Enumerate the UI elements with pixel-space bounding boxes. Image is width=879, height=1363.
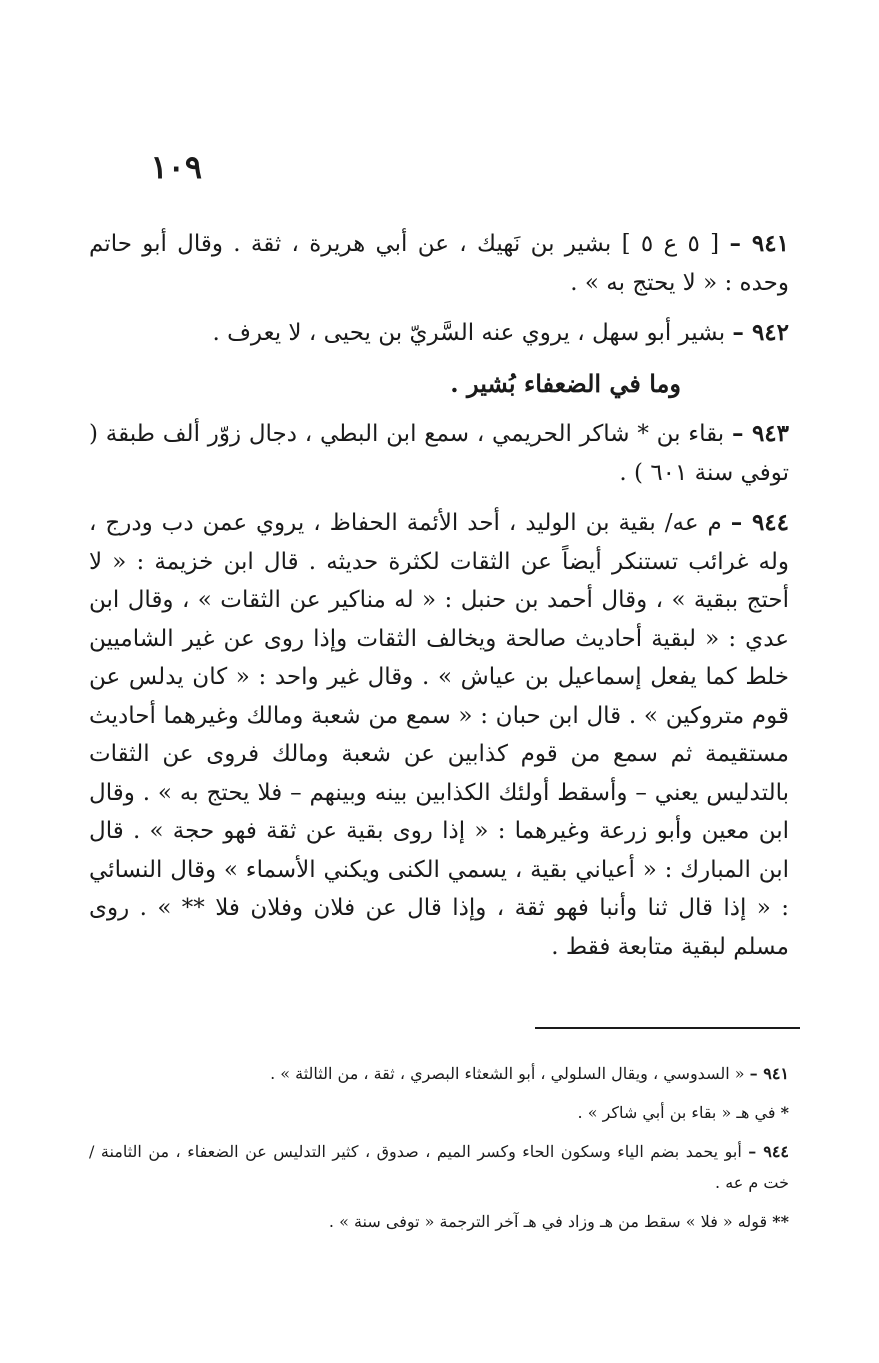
footnote-text: « السدوسي ، ويقال السلولي ، أبو الشعثاء البصري ، ثقة ، من الثالثة » . xyxy=(270,1064,745,1083)
entry-number: ٩٤٢ – xyxy=(732,319,789,346)
footnote-944 xyxy=(89,1136,789,1198)
footnote-number: ٩٤٤ – xyxy=(748,1142,790,1161)
entry-944 xyxy=(89,504,789,966)
section-heading: وما في الضعفاء بُشير . xyxy=(450,368,681,398)
footnote-number: ** xyxy=(772,1212,789,1231)
entry-942 xyxy=(89,314,789,353)
footnote-star xyxy=(89,1097,789,1128)
entry-text: [ ٥ ع ٥ ] بشير بن نَهيك ، عن أبي هريرة ، ثقة . وقال أبو حاتم وحده : « لا يحتج به » . xyxy=(89,231,789,296)
entry-number: ٩٤٤ – xyxy=(730,509,789,536)
footnote-number: * xyxy=(780,1103,789,1122)
entry-text: بشير أبو سهل ، يروي عنه السَّريّ بن يحيى ، لا يعرف . xyxy=(212,320,726,346)
footnote-text: أبو يحمد بضم الياء وسكون الحاء وكسر الميم ، صدوق ، كثير التدليس عن الضعفاء ، من الثامنة / خت م عه . xyxy=(89,1142,789,1192)
entry-number: ٩٤٣ – xyxy=(731,420,790,447)
page-number: ١٠٩ xyxy=(150,148,202,186)
footnote-number: ٩٤١ – xyxy=(749,1064,789,1083)
entry-text: بقاء بن * شاكر الحريمي ، سمع ابن البطي ، دجال زوّر ألف طبقة ( توفي سنة ٦٠١ ) . xyxy=(89,421,789,486)
footnote-double-star xyxy=(89,1206,789,1237)
footnotes xyxy=(89,1058,789,1245)
main-text xyxy=(89,225,789,978)
entry-943 xyxy=(89,415,789,492)
entry-text: م عه/ بقية بن الوليد ، أحد الأئمة الحفاظ ، يروي عمن دب ودرج ، وله غرائب تستنكر أيضاً عن الثقات لكثرة حديثه . قال ابن خزيمة : « لا أحتج ببقية » ، وقال أحمد بن حنبل : « له مناكير عن الثقات » ، وقال ابن عدي : « لبقية أحاديث صالحة ويخالف الثقات وإذا روى عن غير الشاميين خلط كما يفعل إسماعيل بن عياش » . وقال غير واحد : « كان يدلس عن قوم متروكين » . قال ابن حبان : « سمع من شعبة ومالك وغيرهما أحاديث مستقيمة ثم سمع من قوم كذابين عن شعبة ومالك فروى عن الثقات بالتدليس يعني – وأسقط أولئك الكذابين بينه وبينهم – فلا يحتج به » . وقال ابن معين وأبو زرعة وغيرهما : « إذا روى بقية عن ثقة فهو حجة » . قال ابن المبارك : « أعياني بقية ، يسمي الكنى ويكني الأسماء » وقال النسائي : « إذا قال ثنا وأنبا فهو ثقة ، وإذا قال عن فلان وفلان فلا ** » . روى مسلم لبقية متابعة فقط . xyxy=(89,510,789,960)
entry-941 xyxy=(89,225,789,302)
footnote-text: في هـ « بقاء بن أبي شاكر » . xyxy=(577,1103,776,1122)
footnote-divider xyxy=(535,1027,800,1029)
footnote-941 xyxy=(89,1058,789,1089)
footnote-text: قوله « فلا » سقط من هـ وزاد في هـ آخر الترجمة « توفى سنة » . xyxy=(328,1212,768,1231)
entry-number: ٩٤١ – xyxy=(729,230,789,257)
